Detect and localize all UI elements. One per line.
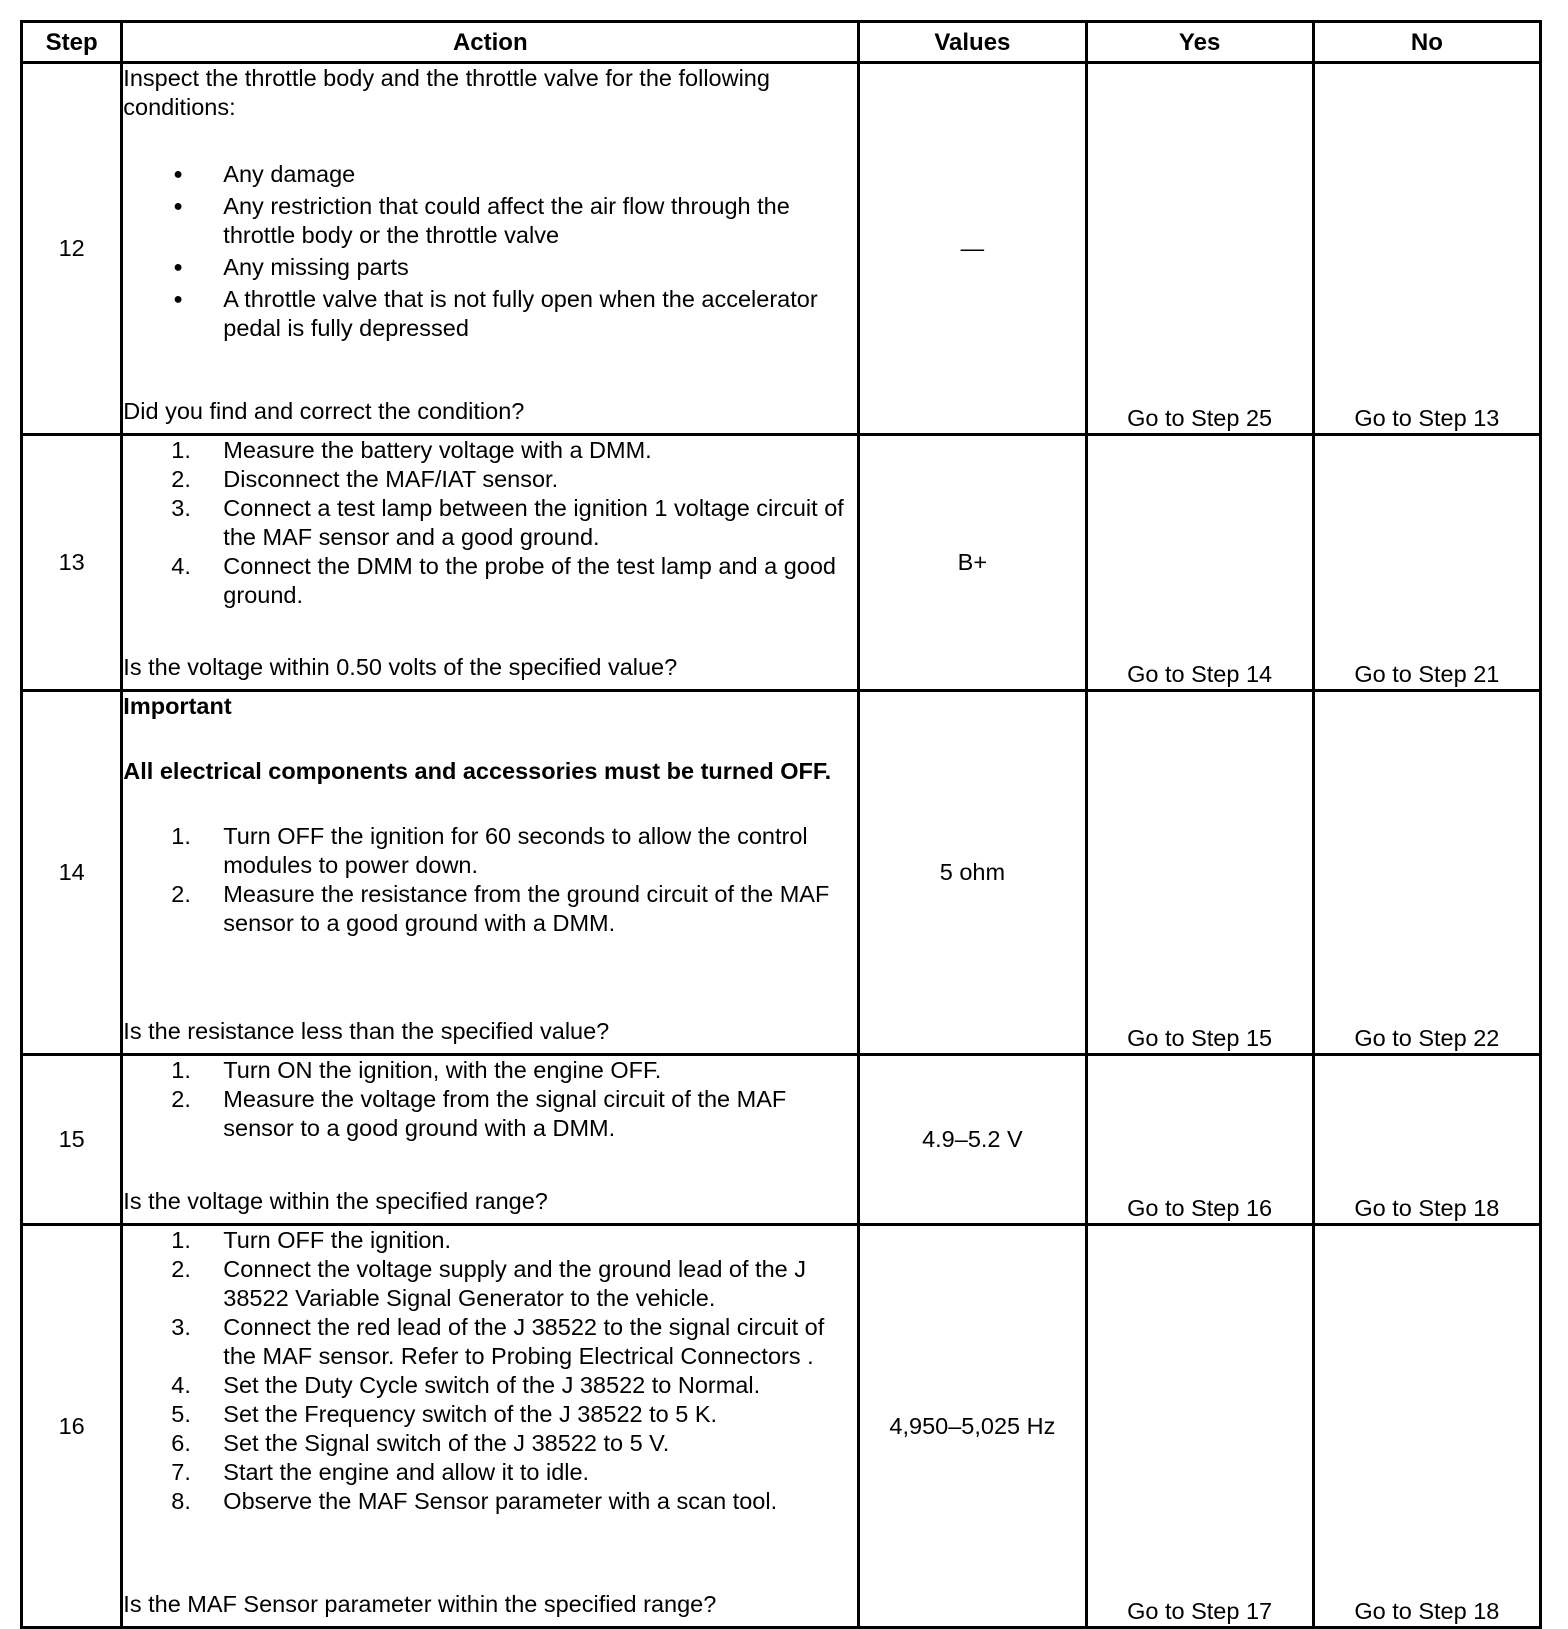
list-item: ● A throttle valve that is not fully open when the accelerator pedal is fully depressed — [123, 285, 857, 343]
list-item: 1. Turn OFF the ignition. — [171, 1227, 451, 1253]
step-number: 15 — [22, 1055, 122, 1225]
no-cell: Go to Step 21 — [1313, 435, 1540, 691]
list-item: 3. Connect a test lamp between the ignition 1 voltage circuit of the MAF sensor and a good ground. — [171, 495, 844, 550]
table-row — [22, 435, 1541, 691]
list-item: 7. Start the engine and allow it to idle. — [171, 1459, 590, 1485]
action-question: Is the voltage within the specified range? — [123, 1188, 548, 1214]
list-item: 5. Set the Frequency switch of the J 38522 to 5 K. — [171, 1401, 718, 1427]
header-step: Step — [22, 22, 122, 63]
list-item: 4. Set the Duty Cycle switch of the J 38522 to Normal. — [171, 1372, 761, 1398]
action-cell — [122, 63, 859, 435]
value-cell: 4.9–5.2 V — [859, 1055, 1086, 1225]
procedure-list — [123, 1226, 857, 1516]
value-cell: — — [859, 63, 1086, 435]
list-item: 1. Turn ON the ignition, with the engine OFF. — [171, 1057, 662, 1083]
list-item: ● Any missing parts — [123, 253, 857, 282]
list-item: 2. Measure the resistance from the ground circuit of the MAF sensor to a good ground with a DMM. — [171, 881, 830, 936]
action-cell — [122, 1225, 859, 1628]
list-item: 2. Connect the voltage supply and the ground lead of the J 38522 Variable Signal Generator to the vehicle. — [171, 1256, 806, 1311]
list-item: 1. Turn OFF the ignition for 60 seconds to allow the control modules to power down. — [171, 823, 808, 878]
table-row — [22, 1055, 1541, 1225]
no-cell: Go to Step 13 — [1313, 63, 1540, 435]
action-question: Did you find and correct the condition? — [123, 398, 525, 424]
header-yes: Yes — [1086, 22, 1313, 63]
condition-list — [123, 160, 857, 343]
header-no: No — [1313, 22, 1540, 63]
important-text: All electrical components and accessories must be turned OFF. — [123, 758, 832, 784]
action-question: Is the resistance less than the specified value? — [123, 1018, 610, 1044]
list-item: 4. Connect the DMM to the probe of the test lamp and a good ground. — [171, 553, 836, 608]
diagnostic-table — [20, 20, 1542, 1629]
table-row — [22, 1225, 1541, 1628]
table-row — [22, 691, 1541, 1055]
list-item: 2. Disconnect the MAF/IAT sensor. — [171, 466, 559, 492]
no-cell: Go to Step 18 — [1313, 1225, 1540, 1628]
header-row — [22, 22, 1541, 63]
list-item: ● Any damage — [123, 160, 857, 189]
yes-cell: Go to Step 25 — [1086, 63, 1313, 435]
yes-cell: Go to Step 16 — [1086, 1055, 1313, 1225]
step-number: 14 — [22, 691, 122, 1055]
important-title: Important — [123, 693, 232, 719]
procedure-list — [123, 822, 857, 938]
no-cell: Go to Step 22 — [1313, 691, 1540, 1055]
no-cell: Go to Step 18 — [1313, 1055, 1540, 1225]
value-cell: B+ — [859, 435, 1086, 691]
value-cell: 5 ohm — [859, 691, 1086, 1055]
action-intro: Inspect the throttle body and the throttle valve for the following conditions: — [123, 65, 770, 120]
yes-cell: Go to Step 15 — [1086, 691, 1313, 1055]
table-row — [22, 63, 1541, 435]
action-cell — [122, 435, 859, 691]
step-number: 12 — [22, 63, 122, 435]
list-item: 8. Observe the MAF Sensor parameter with a scan tool. — [171, 1488, 778, 1514]
procedure-list — [123, 1056, 857, 1143]
step-number: 13 — [22, 435, 122, 691]
list-item: ● Any restriction that could affect the air flow through the throttle body or the throttle valve — [123, 192, 857, 250]
list-item: 1. Measure the battery voltage with a DMM. — [171, 437, 652, 463]
action-question: Is the voltage within 0.50 volts of the specified value? — [123, 654, 678, 680]
list-item: 3. Connect the red lead of the J 38522 to the signal circuit of the MAF sensor. Refer to Probing Electrical Connectors . — [171, 1314, 825, 1369]
step-number: 16 — [22, 1225, 122, 1628]
action-cell — [122, 1055, 859, 1225]
list-item: 6. Set the Signal switch of the J 38522 to 5 V. — [171, 1430, 670, 1456]
yes-cell: Go to Step 14 — [1086, 435, 1313, 691]
action-cell — [122, 691, 859, 1055]
action-question: Is the MAF Sensor parameter within the specified range? — [123, 1591, 717, 1617]
procedure-list — [123, 436, 857, 610]
yes-cell: Go to Step 17 — [1086, 1225, 1313, 1628]
value-cell: 4,950–5,025 Hz — [859, 1225, 1086, 1628]
header-values: Values — [859, 22, 1086, 63]
header-action: Action — [122, 22, 859, 63]
list-item: 2. Measure the voltage from the signal circuit of the MAF sensor to a good ground with a DMM. — [171, 1086, 787, 1141]
